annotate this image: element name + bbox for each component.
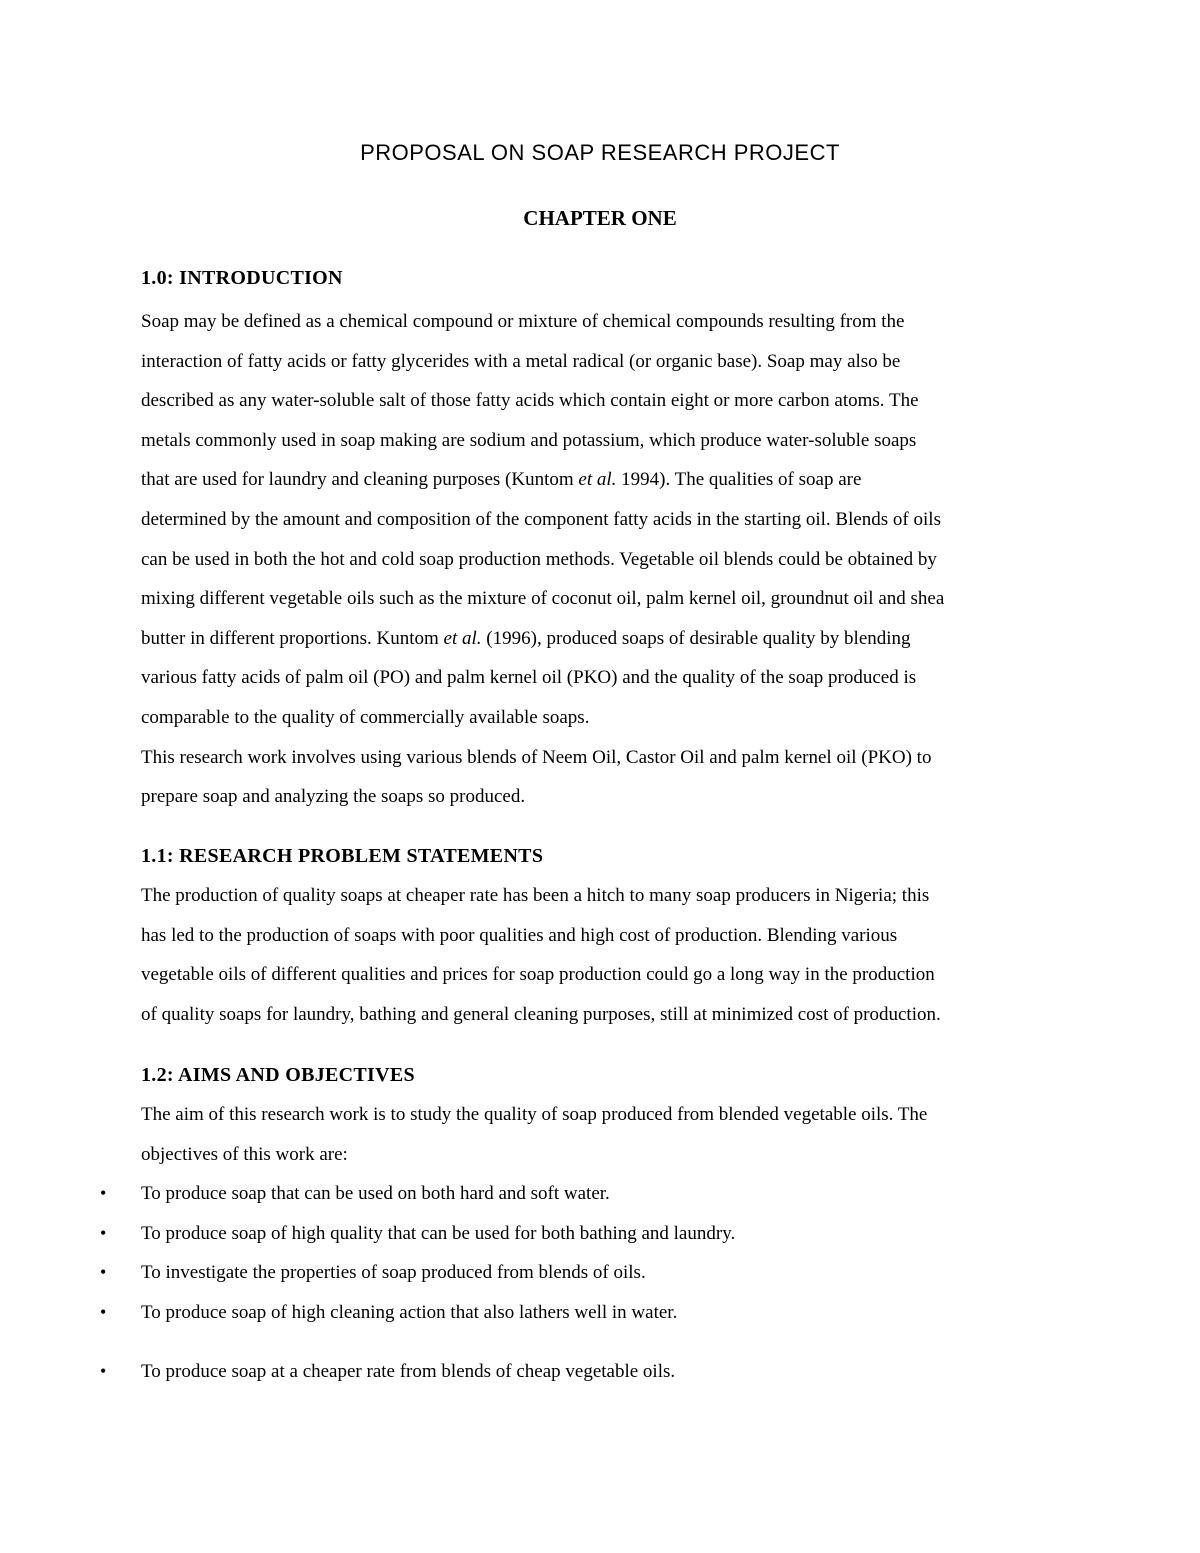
objective-text: To produce soap of high cleaning action that also lathers well in water. [141,1302,678,1323]
bullet-icon: • [100,1183,107,1203]
citation-et-al: et al. [443,627,482,649]
aims-paragraph [141,1095,1061,1174]
objective-text: To produce soap at a cheaper rate from blends of cheap vegetable oils. [141,1361,676,1382]
text-line: This research work involves using various blends of Neem Oil, Castor Oil and palm kernel oil (PKO) to [141,746,932,768]
text-line: has led to the production of soaps with poor qualities and high cost of production. Blending various [141,924,898,946]
text-line: can be used in both the hot and cold soap production methods. Vegetable oil blends could be obtained by [141,548,937,570]
objective-list-item [100,1253,646,1293]
text-line: various fatty acids of palm oil (PO) and palm kernel oil (PKO) and the quality of the soap produced is [141,667,917,689]
text-line [141,460,1061,500]
bullet-icon: • [100,1361,107,1381]
objective-text: To investigate the properties of soap produced from blends of oils. [141,1262,646,1283]
text-run: butter in different proportions. Kuntom [141,627,439,649]
objective-list-item [100,1214,735,1254]
text-run: (1996), produced soaps of desirable quality by blending [486,627,911,649]
section-heading-problem-statements: 1.1: RESEARCH PROBLEM STATEMENTS [141,845,544,867]
objective-text: To produce soap that can be used on both hard and soft water. [141,1183,610,1204]
text-line: interaction of fatty acids or fatty glycerides with a metal radical (or organic base). Soap may also be [141,350,901,372]
text-line: The production of quality soaps at cheaper rate has been a hitch to many soap producers in Nigeria; this [141,885,930,906]
text-line: comparable to the quality of commercially available soaps. [141,706,590,728]
text-line: of quality soaps for laundry, bathing and general cleaning purposes, still at minimized cost of production. [141,1003,941,1025]
document-title: PROPOSAL ON SOAP RESEARCH PROJECT [360,140,840,165]
text-line: described as any water-soluble salt of those fatty acids which contain eight or more carbon atoms. The [141,390,919,412]
text-line [141,619,1061,659]
section-heading-introduction: 1.0: INTRODUCTION [141,267,343,289]
text-line: mixing different vegetable oils such as the mixture of coconut oil, palm kernel oil, groundnut oil and shea [141,588,945,610]
citation-et-al: et al. [578,469,617,491]
text-run: 1994). The qualities of soap are [621,469,862,491]
problem-statement-paragraph [141,876,1061,1034]
text-line: determined by the amount and composition of the component fatty acids in the starting oil. Blends of oils [141,508,941,530]
text-run: that are used for laundry and cleaning purposes (Kuntom [141,469,574,491]
objective-text: To produce soap of high quality that can be used for both bathing and laundry. [141,1223,736,1244]
objective-list-item [100,1174,610,1214]
bullet-icon: • [100,1223,107,1243]
text-line: vegetable oils of different qualities and prices for soap production could go a long way in the production [141,964,935,986]
text-line: Soap may be defined as a chemical compound or mixture of chemical compounds resulting from the [141,311,905,332]
text-line: metals commonly used in soap making are sodium and potassium, which produce water-soluble soaps [141,429,917,451]
text-line: prepare soap and analyzing the soaps so produced. [141,786,526,808]
objective-list-item [100,1352,675,1392]
chapter-heading: CHAPTER ONE [523,206,677,230]
text-line: objectives of this work are: [141,1143,348,1165]
introduction-paragraph [141,302,1061,817]
bullet-icon: • [100,1302,107,1322]
objective-list-item [100,1293,677,1333]
section-heading-aims-objectives: 1.2: AIMS AND OBJECTIVES [141,1064,415,1086]
bullet-icon: • [100,1262,107,1282]
text-line: The aim of this research work is to study the quality of soap produced from blended vegetable oils. The [141,1104,928,1125]
